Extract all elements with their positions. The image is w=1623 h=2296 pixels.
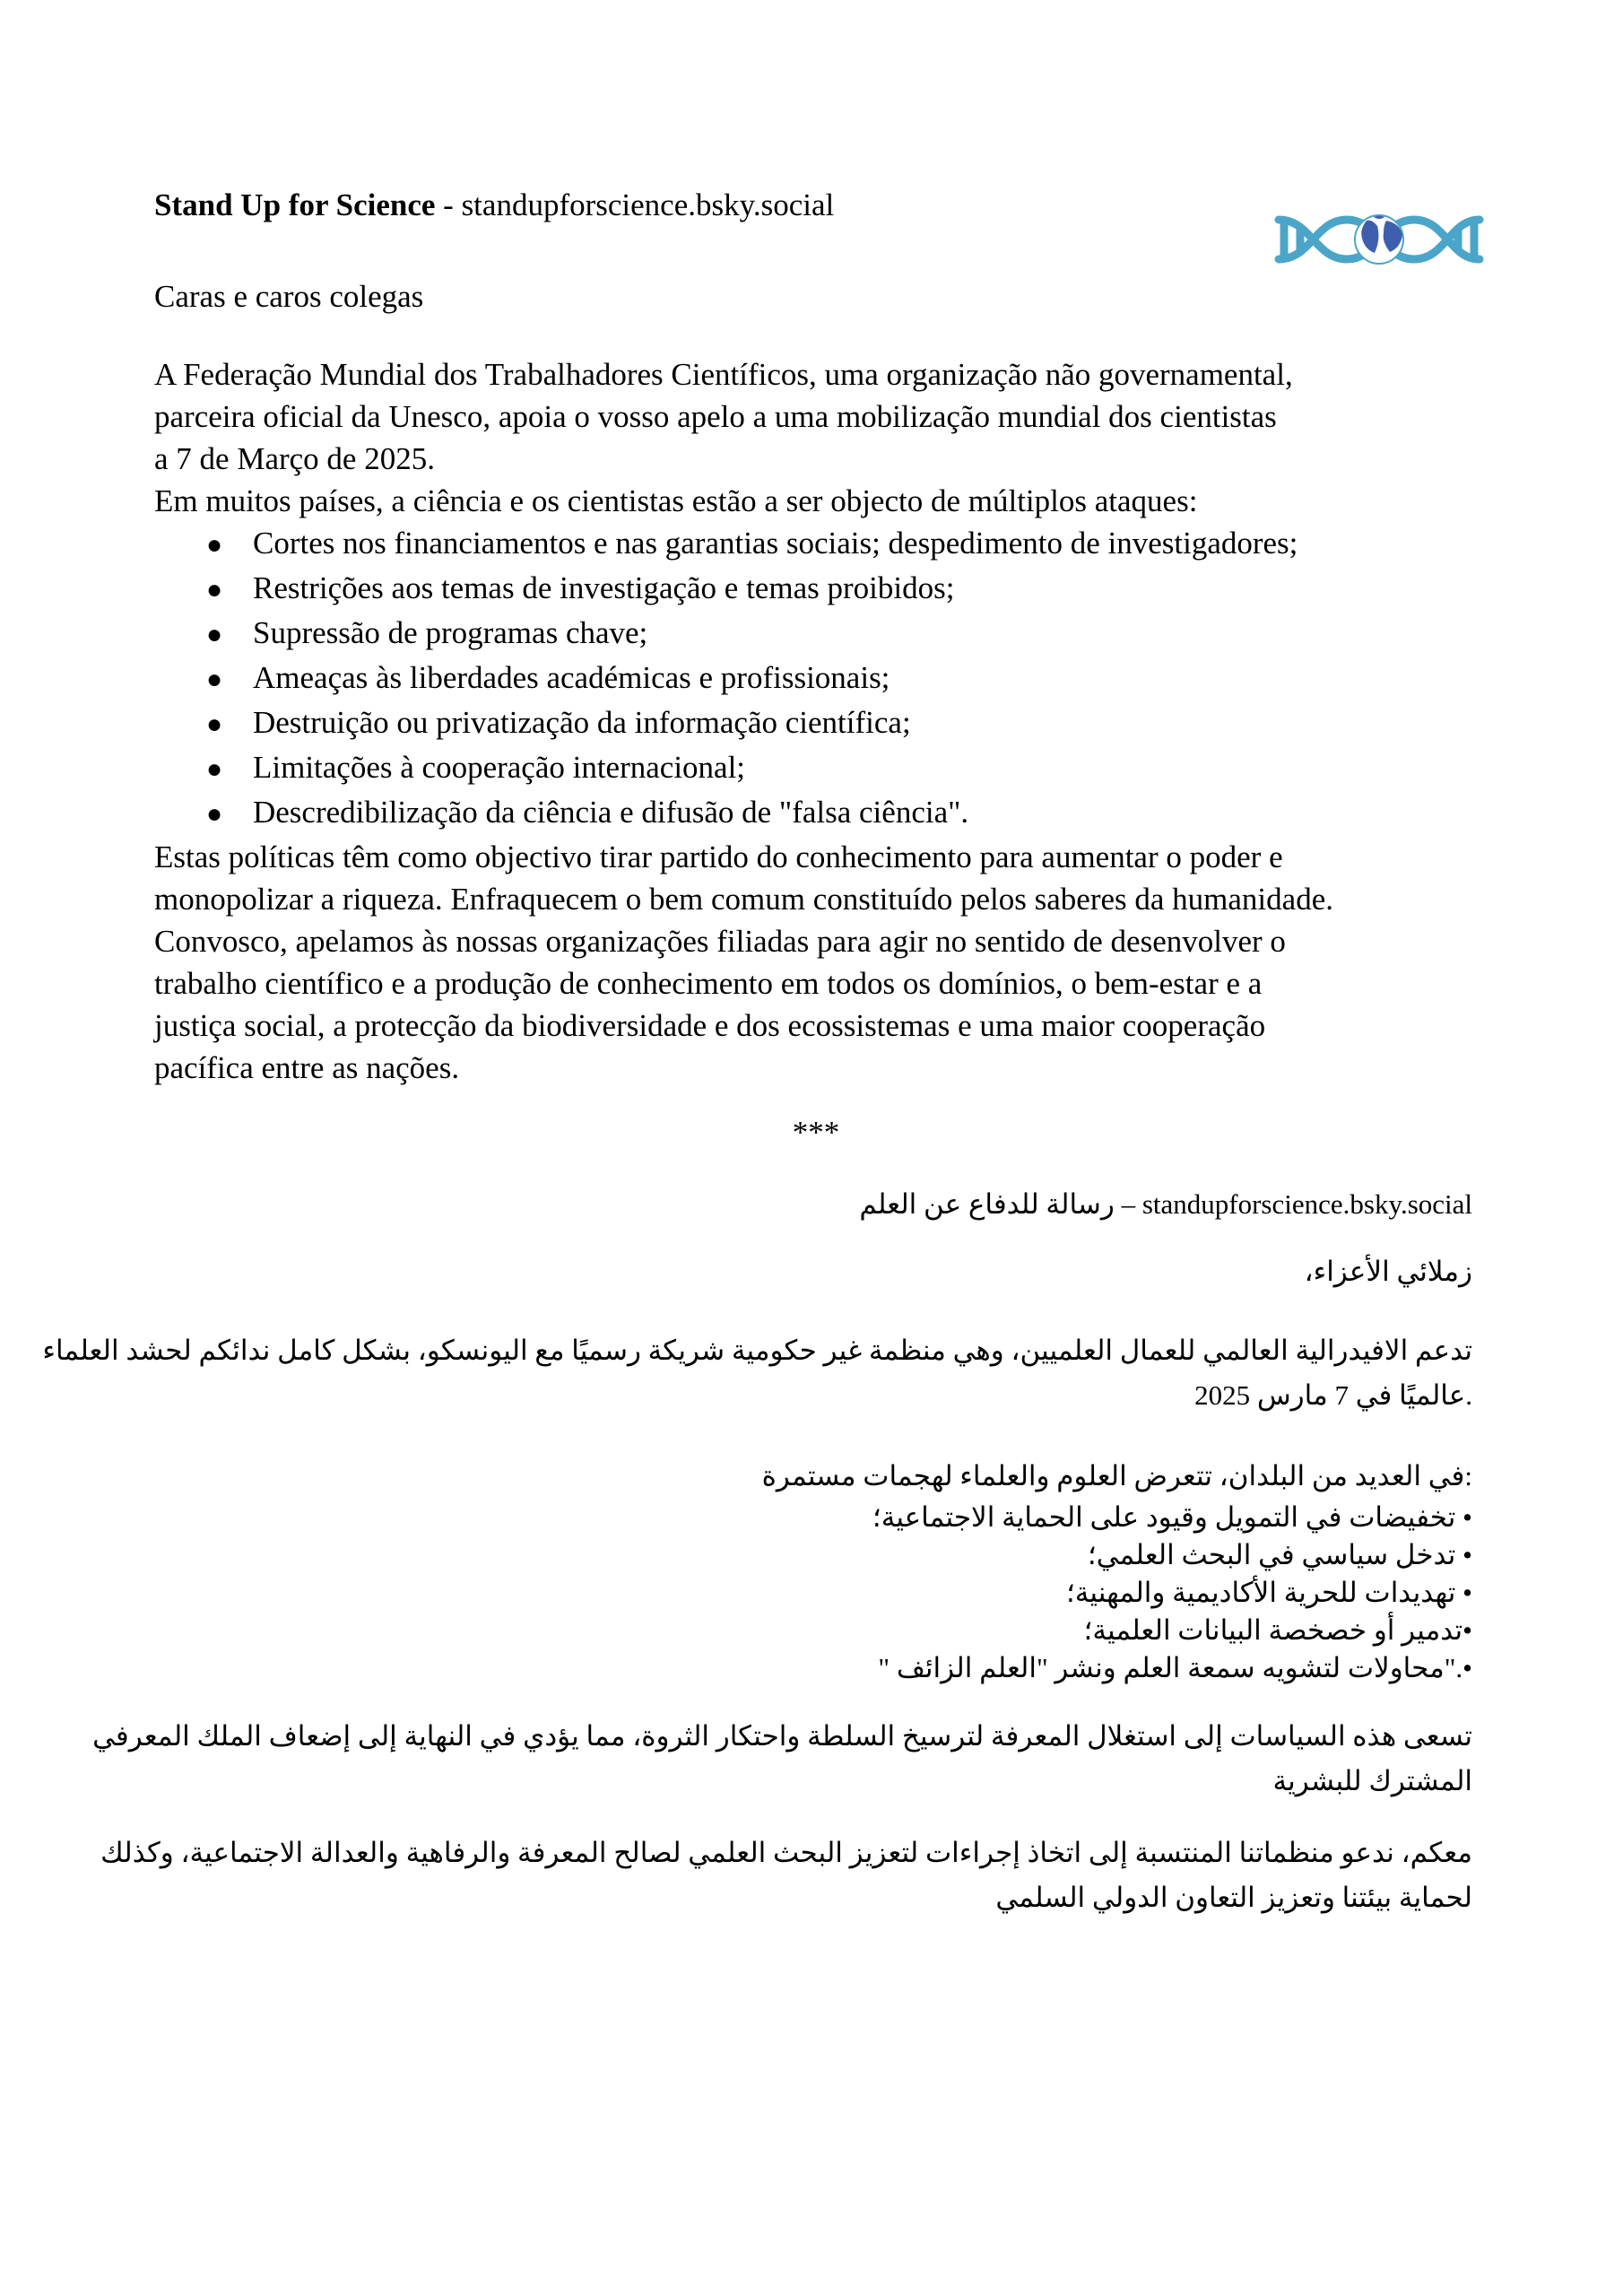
text-line: تسعى هذه السياسات إلى استغلال المعرفة لترسيخ السلطة واحتكار الثروة، مما يؤدي في النهاية إلى إضعاف الملك المعرفي xyxy=(92,1720,1472,1752)
arabic-section xyxy=(42,1182,1472,1920)
bullet-icon: ● xyxy=(206,530,223,560)
bullet-icon: ● xyxy=(206,665,223,694)
bullet-icon: ● xyxy=(206,799,223,829)
bullet-item xyxy=(154,746,1478,791)
text-line: Em muitos países, a ciência e os cientistas estão a ser objecto de múltiplos ataques: xyxy=(154,483,1198,518)
text-line: a 7 de Março de 2025. xyxy=(154,441,435,476)
text-line: monopolizar a riqueza. Enfraquecem o bem comum constituído pelos saberes da humanidade. xyxy=(154,882,1333,917)
arabic-paragraph-intro xyxy=(42,1328,1472,1418)
text-line: المشترك للبشرية xyxy=(1272,1765,1472,1796)
text-line: trabalho científico e a produção de conhecimento em todos os domínios, o bem-estar e a xyxy=(154,966,1263,1001)
text-line: Convosco, apelamos às nossas organizações filiadas para agir no sentido de desenvolver o xyxy=(154,924,1286,959)
text-line: •تدمير أو خصخصة البيانات العلمية؛ xyxy=(1083,1614,1472,1646)
bullet-text: Destruição ou privatização da informação científica; xyxy=(253,705,911,740)
text-line: تدعم الافيدرالية العالمي للعمال العلميين، وهي منظمة غير حكومية شريكة رسميًا مع اليونسكو، بشكل كامل ندائكم لحشد العلماء xyxy=(42,1335,1472,1366)
text-line: A Federação Mundial dos Trabalhadores Científicos, uma organização não governamental, xyxy=(154,357,1293,392)
bullet-icon: ● xyxy=(206,709,223,739)
text-line: Estas políticas têm como objectivo tirar partido do conhecimento para aumentar o poder e xyxy=(154,839,1283,874)
text-line: .عالميًا في 7 مارس 2025 xyxy=(1194,1379,1472,1411)
text-line: • تخفيضات في التمويل وقيود على الحماية الاجتماعية؛ xyxy=(872,1501,1472,1533)
bullet-text: Restrições aos temas de investigação e temas proibidos; xyxy=(253,570,955,605)
document-header xyxy=(154,184,1478,226)
bullet-item xyxy=(154,657,1478,701)
bullet-icon: ● xyxy=(206,754,223,784)
bullet-item xyxy=(154,567,1478,612)
header-title: Stand Up for Science xyxy=(154,187,436,222)
paragraph-policies xyxy=(154,836,1478,1089)
text-line: pacífica entre as nações. xyxy=(154,1050,460,1085)
bullet-text: Cortes nos financiamentos e nas garantias sociais; despedimento de investigadores; xyxy=(253,526,1298,561)
text-line: • تهديدات للحرية الأكاديمية والمهنية؛ xyxy=(1065,1577,1472,1608)
bullet-icon: ● xyxy=(206,620,223,649)
arabic-greeting: زملائي الأعزاء، xyxy=(1304,1256,1472,1287)
arabic-paragraph-call xyxy=(100,1831,1472,1920)
text-line: parceira oficial da Unesco, apoia o vosso apelo a uma mobilização mundial dos cientistas xyxy=(154,399,1277,434)
bullet-item xyxy=(154,522,1478,567)
text-line: معكم، ندعو منظماتنا المنتسبة إلى اتخاذ إجراءات لتعزيز البحث العلمي لصالح المعرفة والرفاهية والعدالة الاجتماعية، وكذلك xyxy=(100,1837,1472,1868)
text-line: • تدخل سياسي في البحث العلمي؛ xyxy=(1087,1539,1472,1570)
bullet-item xyxy=(154,612,1478,657)
paragraph-intro xyxy=(154,353,1478,522)
bullet-list-arabic xyxy=(143,1499,1472,1687)
bullet-text: Ameaças às liberdades académicas e profissionais; xyxy=(253,660,890,695)
bullet-text: Limitações à cooperação internacional; xyxy=(253,750,746,785)
bullet-list-portuguese xyxy=(154,522,1478,836)
arabic-paragraph-policies xyxy=(92,1714,1472,1804)
text-line: justiça social, a protecção da biodiversidade e dos ecossistemas e uma maior cooperação xyxy=(154,1008,1266,1043)
text-line: •."محاولات لتشويه سمعة العلم ونشر "العلم الزائف " xyxy=(878,1652,1472,1683)
bullet-icon: ● xyxy=(206,575,223,604)
arabic-heading: رسالة للدفاع عن العلم – standupforscience.bsky.social xyxy=(859,1188,1472,1220)
bullet-text: Supressão de programas chave; xyxy=(253,615,648,650)
salutation: Caras e caros colegas xyxy=(154,279,424,314)
section-separator: *** xyxy=(792,1115,840,1150)
bullet-item xyxy=(154,791,1478,836)
header-separator: - xyxy=(435,187,462,222)
arabic-attacks-intro: :في العديد من البلدان، تتعرض العلوم والعلماء لهجمات مستمرة xyxy=(761,1460,1472,1492)
portuguese-section xyxy=(154,0,1478,1153)
bullet-text: Descredibilização da ciência e difusão de "falsa ciência". xyxy=(253,795,969,830)
text-line: لحماية بيئتنا وتعزيز التعاون الدولي السلمي xyxy=(995,1882,1472,1913)
header-link: standupforscience.bsky.social xyxy=(461,187,835,222)
bullet-item xyxy=(154,701,1478,746)
